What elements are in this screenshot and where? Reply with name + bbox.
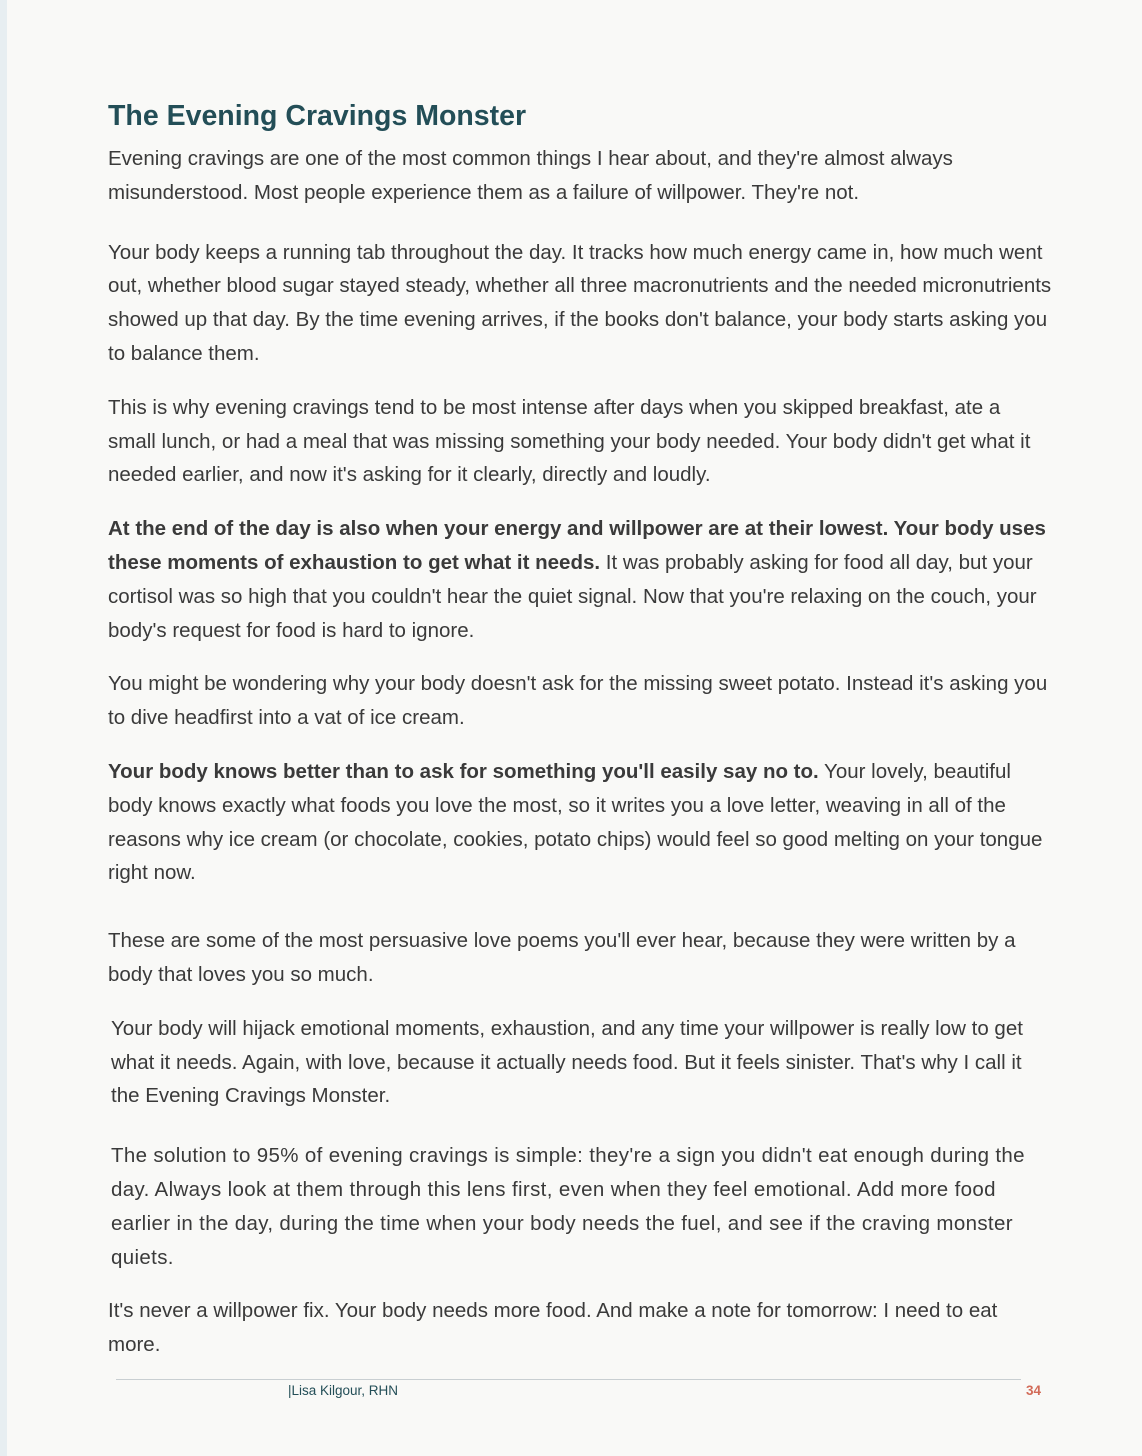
document-page — [108, 96, 1053, 1362]
paragraph-sweet-potato: You might be wondering why your body doesn't ask for the missing sweet potato. Instead it's asking you to dive headfirst into a vat of ice cream. — [108, 672, 1048, 730]
paragraph-love-letter-text: Your lovely, beautiful body knows exactly what foods you love the most, so it writes you a love letter, weaving in all of the reasons why ice cream (or chocolate, cookies, potato chips) would feel so good melting on your tongue right now. — [108, 759, 1043, 885]
paragraph-intense-cravings: This is why evening cravings tend to be most intense after days when you skipped breakfast, ate a small lunch, or had a meal that was missing something your body needed. Your body didn't get what it needed earlier, and now it's asking for it clearly, directly and loudly. — [108, 395, 1031, 487]
page-edge-strip — [0, 0, 7, 1456]
paragraph-love-letter — [108, 755, 1053, 890]
section-heading: The Evening Cravings Monster — [108, 100, 527, 132]
paragraph-hijack: Your body will hijack emotional moments, exhaustion, and any time your willpower is really low to get what it needs. Again, with love, because it actually needs food. But it feels sinister. That's why I call it the Evening Cravings Monster. — [111, 1016, 1023, 1108]
footer-divider — [116, 1379, 1021, 1380]
paragraph-intro: Evening cravings are one of the most common things I hear about, and they're almost always misunderstood. Most people experience them as a failure of willpower. They're not. — [108, 147, 953, 204]
paragraph-end-of-day — [108, 512, 1053, 647]
paragraph-end-of-day-text: It was probably asking for food all day, but your cortisol was so high that you couldn't hear the quiet signal. Now that you're relaxing on the couch, your body's request for food is hard to ignore. — [108, 550, 1037, 642]
paragraph-love-letter-emphasis: Your body knows better than to ask for something you'll easily say no to. — [108, 759, 819, 783]
paragraph-love-poems: These are some of the most persuasive love poems you'll ever hear, because they were written by a body that loves you so much. — [108, 929, 1016, 986]
footer-author: |Lisa Kilgour, RHN — [288, 1383, 399, 1398]
paragraph-end-of-day-emphasis: At the end of the day is also when your energy and willpower are at their lowest. Your body uses these moments of exhaustion to get what it needs. — [108, 517, 1046, 574]
paragraph-conclusion: It's never a willpower fix. Your body needs more food. And make a note for tomorrow: I need to eat more. — [108, 1299, 998, 1357]
paragraph-solution: The solution to 95% of evening cravings is simple: they're a sign you didn't eat enough during the day. Always look at them through this lens first, even when they feel emotional. Add more food earlier in the day, during the time when your body needs the fuel, and see if the craving monster quiets. — [111, 1144, 1025, 1269]
page-number: 34 — [1025, 1383, 1041, 1398]
paragraph-running-tab: Your body keeps a running tab throughout the day. It tracks how much energy came in, how much went out, whether blood sugar stayed steady, whether all three macronutrients and the needed micronutrients showed up that day. By the time evening arrives, if the books don't balance, your body starts asking you to balance them. — [108, 240, 1052, 365]
